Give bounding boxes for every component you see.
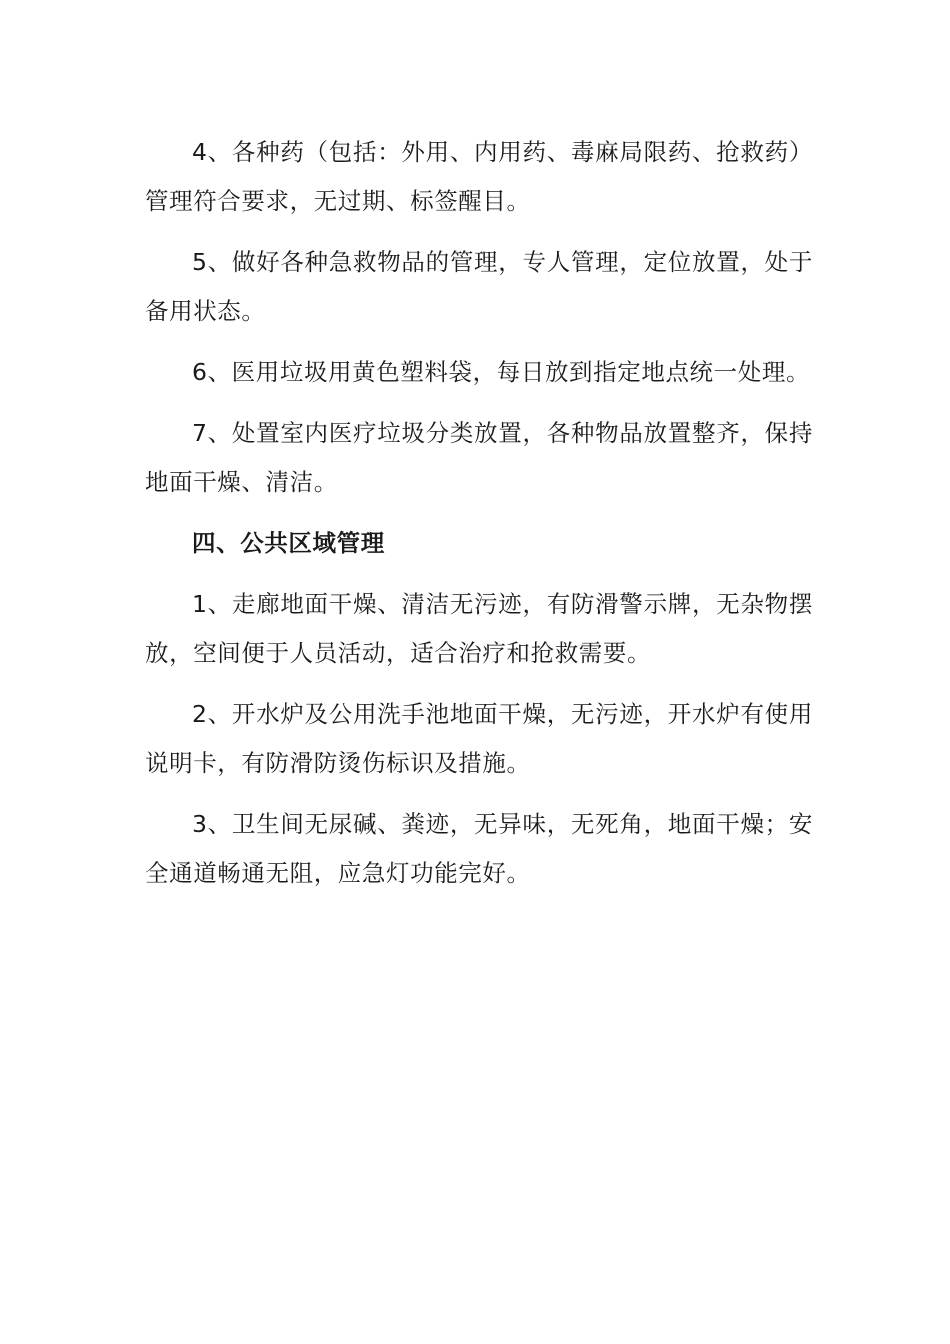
section-heading: 四、公共区域管理 — [192, 529, 385, 557]
paragraph-item-5: 5、做好各种急救物品的管理，专人管理，定位放置，处于备用状态。 — [145, 248, 813, 325]
paragraph-item-4: 4、各种药（包括：外用、内用药、毒麻局限药、抢救药）管理符合要求，无过期、标签醒目。 — [145, 138, 813, 215]
paragraph-item-6: 6、医用垃圾用黄色塑料袋，每日放到指定地点统一处理。 — [192, 358, 811, 386]
paragraph-item-7: 7、处置室内医疗垃圾分类放置，各种物品放置整齐，保持地面干燥、清洁。 — [145, 419, 813, 496]
document-body — [145, 128, 813, 910]
paragraph-item-3: 3、卫生间无尿碱、粪迹，无异味，无死角，地面干燥；安全通道畅通无阻，应急灯功能完好。 — [145, 810, 813, 887]
paragraph-item-2: 2、开水炉及公用洗手池地面干燥，无污迹，开水炉有使用说明卡，有防滑防烫伤标识及措施。 — [145, 700, 813, 777]
paragraph-item-1: 1、走廊地面干燥、清洁无污迹，有防滑警示牌，无杂物摆放，空间便于人员活动，适合治疗和抢救需要。 — [145, 590, 813, 667]
